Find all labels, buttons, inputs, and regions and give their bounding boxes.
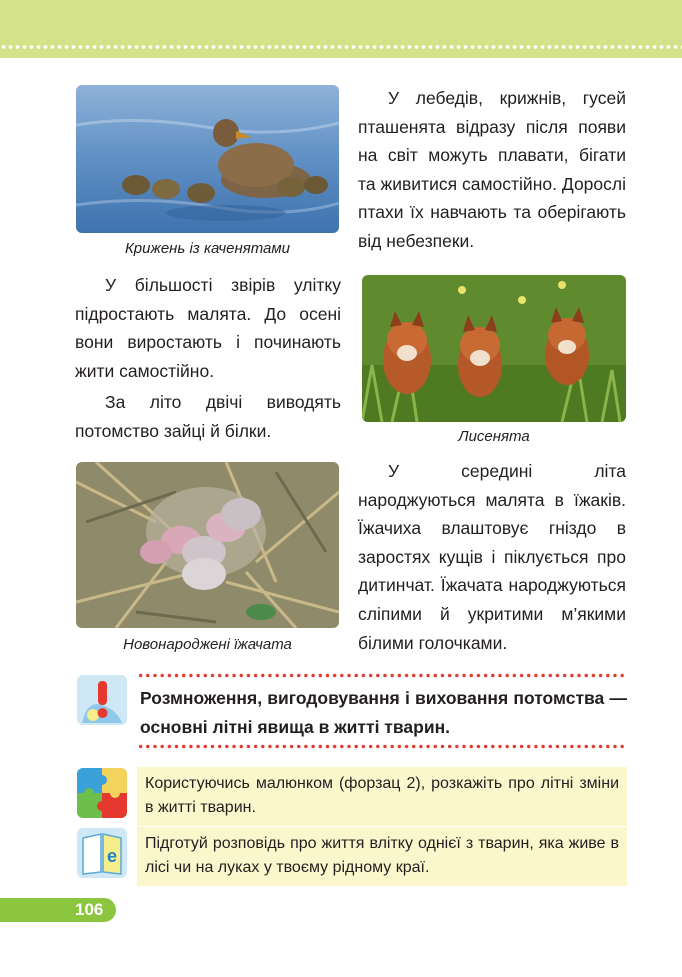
fox-caption: Лисенята	[458, 428, 530, 445]
page-number: 106	[75, 900, 104, 919]
hedgehog-photo	[76, 462, 339, 628]
header-dotted-line	[0, 44, 682, 50]
svg-text:e: e	[107, 846, 118, 866]
task-1: Користуючись малюнком (форзац 2), розкажіть про літні зміни в житті тварин.	[137, 767, 627, 826]
duck-photo	[76, 85, 339, 233]
book-icon	[77, 828, 127, 878]
exclamation-icon	[77, 675, 127, 725]
paragraph-swans: У лебедів, крижнів, гусей пташенята відразу після появи на світ можуть плавати, бігати та живитися самостійно. Дорослі птахи їх навчають та оберігають від небезпеки.	[358, 88, 626, 251]
key-top-dotted-line	[137, 673, 627, 678]
key-bottom-dotted-line	[137, 744, 627, 749]
paragraph-beasts: У більшості звірів улітку підростають малята. До осені вони виростають і починають жити самостійно.	[75, 275, 341, 381]
hedgehog-caption: Новонароджені їжачата	[123, 636, 292, 653]
duck-caption: Крижень із каченятами	[124, 240, 291, 257]
paragraph-hares: За літо двічі виводять потомство зайці й білки.	[75, 392, 341, 441]
paragraph-hedgehogs: У середині літа народжуються малята в їжаків. Їжачиха влаштовує гніздо в заростях кущів і піклується про дитинчат. Їжачата народжуються сліпими й укритими м’якими білими голочками.	[358, 461, 626, 653]
puzzle-icon	[77, 768, 127, 818]
fox-photo	[362, 275, 626, 422]
key-statement: Розмноження, вигодовування і виховання потомства — основні літні явища в житті тварин.	[140, 688, 627, 737]
task-2: Підготуй розповідь про життя влітку однієї з тварин, яка живе в лісі чи на луках у твоєму рідному краї.	[137, 827, 627, 886]
